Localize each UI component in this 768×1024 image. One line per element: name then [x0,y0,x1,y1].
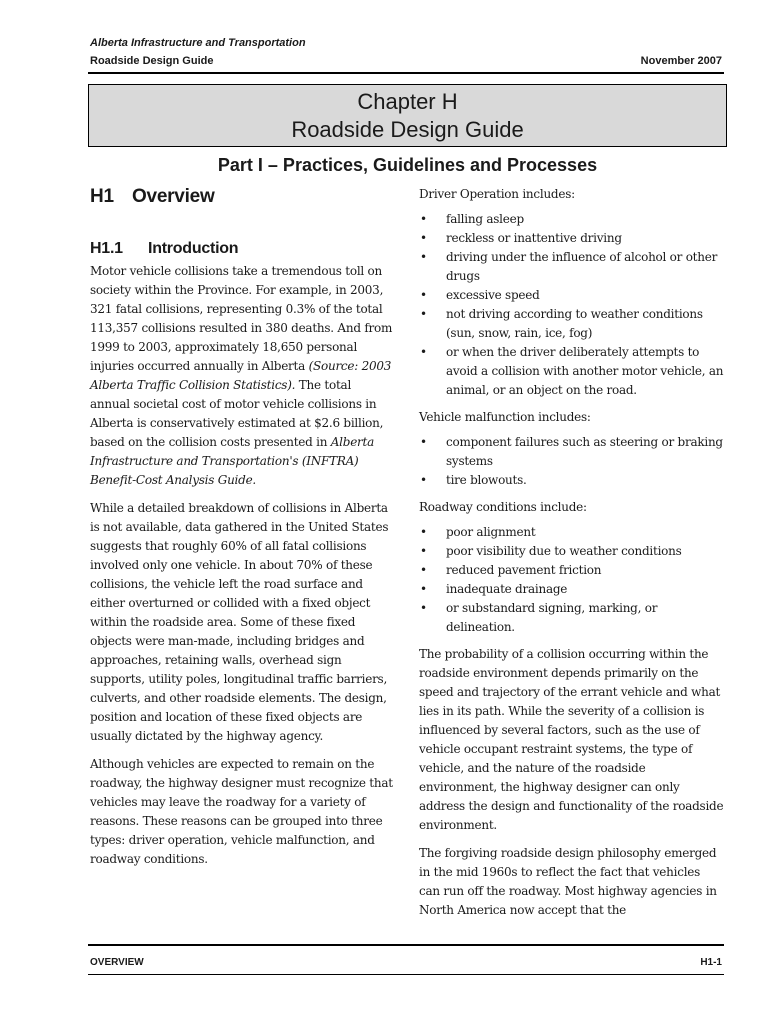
subsection-title: Introduction [148,240,239,257]
part-title: Part I – Practices, Guidelines and Processes [217,155,598,175]
paragraph-collision-breakdown: While a detailed breakdown of collisions in Alberta is not available, data gathered in the United States suggests that roughly 60% of all fatal collisions involved only one vehicle. In about 70% of these collisions, the vehicle left the road surface and either overturned or collided with a fixed object within the roadside area. Some of these fixed objects were man-made, including bridges and approaches, retaining walls, overhead sign supports, utility poles, longitudinal traffic barriers, culverts, and other roadside elements. The design, position and location of these fixed objects are usually dictated by the highway agency. [90,501,389,743]
subsection-heading [90,239,394,258]
section-heading [90,187,394,217]
header-organization: Alberta Infrastructure and Transportation [90,37,306,49]
paragraph-text: Motor vehicle collisions take a tremendous toll on society within the Province. For example, in 2003, 321 fatal collisions, representing 0.3% of the total 113,357 collisions resulted in 380 deaths. And from 1999 to 2003, approximately 18,650 personal injuries occurred annually in Alberta [90,264,393,373]
citation-collision-statistics: (Source: 2003 Alberta Traffic Collision Statistics). [90,359,392,392]
header-guide-title: Roadside Design Guide [90,55,214,67]
footer-section-label: OVERVIEW [90,957,144,968]
list-item: • poor visibility due to weather conditions [419,542,724,561]
vehicle-malfunction-list [419,433,724,490]
paragraph-collision-probability: The probability of a collision occurring within the roadside environment depends primarily on the speed and trajectory of the errant vehicle and what lies in its path. While the severity of a collision is influenced by several factors, such as the use of vehicle occupant restraint systems, the type of vehicle, and the nature of the roadside environment, the highway designer can only address the design and functionality of the roadside environment. [419,647,724,832]
citation-benefit-cost-guide: Alberta Infrastructure and Transportation's (INFTRA) Benefit-Cost Analysis Guide. [90,435,375,487]
list-item: • reduced pavement friction [419,561,724,580]
list-item: • poor alignment [419,523,724,542]
list-item: • reckless or inattentive driving [419,229,724,248]
subsection-number: H1.1 [90,240,123,257]
header-rule [88,72,724,74]
footer-page-number: H1-1 [700,957,722,968]
list-item: • inadequate drainage [419,580,724,599]
list-item: • falling asleep [419,210,724,229]
list-item: • tire blowouts. [419,471,724,490]
chapter-title: Roadside Design Guide [291,117,524,142]
footer-rule [88,944,724,946]
section-title: Overview [132,186,215,207]
list-item: • driving under the influence of alcohol or other drugs [419,248,724,286]
header-date: November 2007 [640,55,722,67]
roadway-conditions-intro: Roadway conditions include: [419,500,587,514]
paragraph-forgiving-design: The forgiving roadside design philosophy emerged in the mid 1960s to reflect the fact that vehicles can run off the roadway. Most highway agencies in North America now accept that the [419,846,717,917]
paragraph-vehicle-reasons: Although vehicles are expected to remain on the roadway, the highway designer must recognize that vehicles may leave the roadway for a variety of reasons. These reasons can be grouped into three types: driver operation, vehicle malfunction, and roadway conditions. [90,757,393,866]
list-item: • component failures such as steering or braking systems [419,433,724,471]
driver-operation-list [419,210,724,400]
vehicle-malfunction-intro: Vehicle malfunction includes: [419,410,591,424]
chapter-number: Chapter H [357,89,458,114]
list-item: • or substandard signing, marking, or delineation. [419,599,724,637]
driver-operation-intro: Driver Operation includes: [419,187,575,201]
list-item: • excessive speed [419,286,724,305]
footer-bottom-rule [88,974,724,975]
section-number: H1 [90,186,114,207]
list-item: • or when the driver deliberately attempts to avoid a collision with another motor vehicle, an animal, or an object on the road. [419,343,724,400]
paragraph-collision-toll [90,262,394,490]
roadway-conditions-list [419,523,724,637]
paragraph-text: The total annual societal cost of motor vehicle collisions in Alberta is conservatively estimated at $2.6 billion, based on the collision costs presented in [90,378,384,449]
chapter-title-box [88,84,727,147]
left-column [90,185,394,878]
right-column [419,185,724,929]
list-item: • not driving according to weather conditions (sun, snow, rain, ice, fog) [419,305,724,343]
